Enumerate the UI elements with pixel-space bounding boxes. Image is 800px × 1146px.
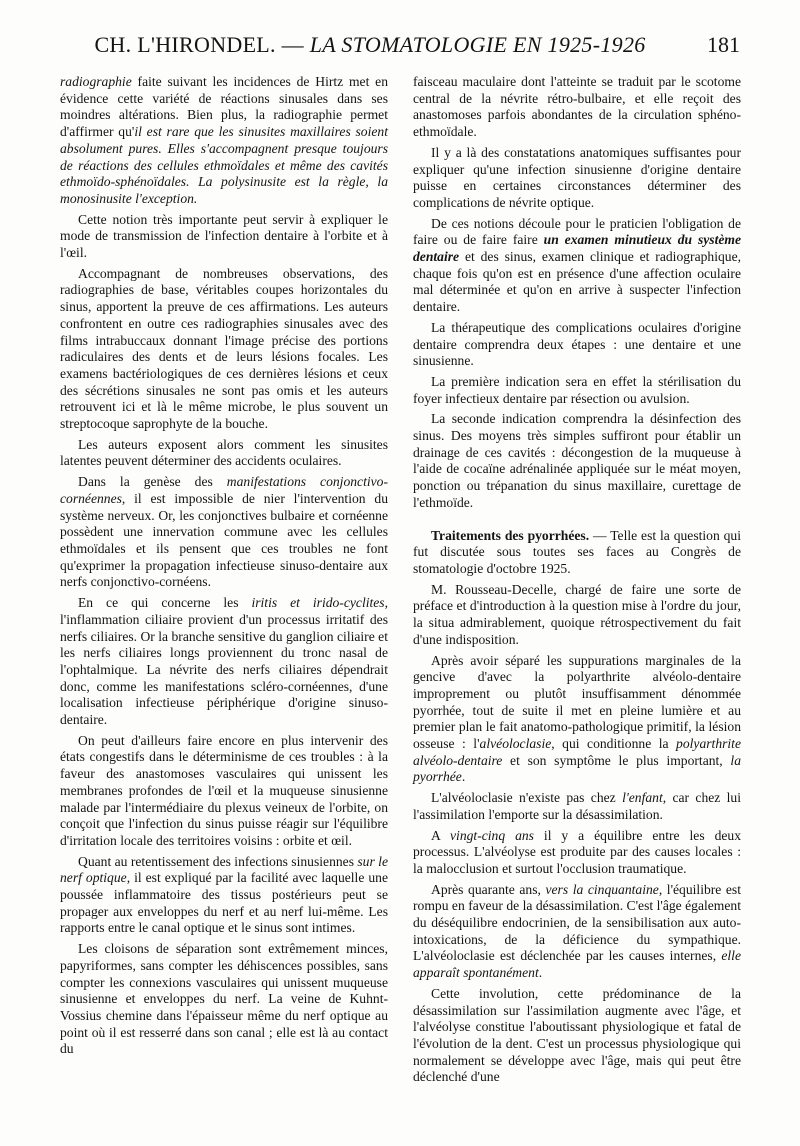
text-run: — Telle est la question qui fut discutée sous toutes ses faces au Congrès de stomatologie d'octobre 1925.: [413, 527, 741, 576]
italic-text: manifestations conjonctivo-cornéennes: [60, 474, 389, 506]
paragraph: Les auteurs exposent alors comment les sinusites latentes peuvent déterminer des accidents oculaires.: [60, 436, 388, 469]
text-run: , il est impossible de nier l'intervention du système nerveux. Or, les conjonctives bulbaire et cornéenne possèdent une innervation commune avec les cellules ethmoïdales et ils pensent que ces troubles ne font qu'exprimer la propagation infectieuse sinuso-dentaire aux nerfs conjonctivo-cornéens.: [60, 490, 388, 590]
text-run: , l'inflammation ciliaire provient d'un processus irritatif des nerfs ciliaires. Or la branche sensitive du ganglion ciliaire et les nerfs ciliaires longs proviennent du tronc nasal de l'ophtalmique. La névrite des nerfs ciliaires dépendrait donc, comme les manifestations scléro-cornéennes, d'une localisation infectieuse périphérique d'origine sinuso-dentaire.: [60, 595, 389, 728]
paragraph: [60, 474, 388, 591]
text-run: , il est expliqué par la facilité avec laquelle une poussée inflammatoire des tissus postérieurs peut se propager aux enveloppes du nerf et au nerf lui-même. Les rapports entre le canal optique et le sinus sont intimes.: [60, 870, 388, 936]
text-run: Dans la genèse des: [78, 474, 227, 490]
text-run: De ces notions découle pour le praticien l'obligation de faire ou de faire faire: [413, 215, 741, 248]
paragraph: Cette notion très importante peut servir à expliquer le mode de transmission de l'infection dentaire à l'orbite et à l'œil.: [60, 211, 388, 261]
page-number: 181: [707, 32, 740, 57]
running-title-author: CH. L'HIRONDEL. —: [94, 32, 310, 57]
paragraph: Il y a là des constatations anatomiques suffisantes pour expliquer qu'une infection sinusienne d'origine dentaire puisse en certaines circonstances déterminer des complications de névrite optique.: [413, 144, 741, 210]
italic-text: la pyorrhée: [413, 752, 741, 785]
text-run: , car chez lui l'assimilation l'emporte sur la désassimilation.: [413, 790, 742, 822]
right-column: [413, 74, 741, 1090]
paragraph: [60, 74, 388, 208]
italic-text: polyarthrite alvéolo-dentaire: [413, 736, 741, 768]
emphasis-text: un examen minutieux du système dentaire: [413, 232, 742, 265]
text-run: il y a équilibre entre les deux processus. L'alvéolyse est produite par des causes locales : la malocclusion et surtout l'occlusion traumatique.: [413, 827, 741, 876]
text-run: , l'équilibre est rompu en faveur de la désassimilation. C'est l'âge également du déséquilibre endocrinien, de la sensibilisation aux auto-intoxications, de la déficience du sympathique. L'alvéoloclasie est déclenchée par les causes internes,: [413, 881, 741, 964]
paragraph: [413, 216, 741, 316]
paragraph: [413, 882, 741, 982]
italic-text: vers la cinquantaine: [545, 881, 659, 897]
italic-text: radiographie: [60, 74, 132, 89]
paragraph: [60, 595, 388, 729]
italic-text: vingt-cinq ans: [450, 827, 534, 843]
text-run: , qui conditionne la: [551, 736, 677, 752]
italic-text: iritis et irido-cyclites: [251, 595, 385, 611]
text-run: L'alvéoloclasie n'existe pas chez: [431, 790, 623, 806]
paragraph: faisceau maculaire dont l'atteinte se traduit par le scotome central de la névrite rétro-bulbaire, et elle reçoit des anastomoses parfois abondantes de la circulation sphéno-ethmoïdale.: [413, 74, 741, 140]
text-run: A: [431, 827, 451, 843]
text-run: faite suivant les incidences de Hirtz met en évidence cette variété de réactions sinusales dans ses moindres altérations. Bien plus, la radiographie permet d'affirmer qu': [60, 74, 388, 140]
paragraph: [413, 828, 741, 878]
running-header: [60, 32, 740, 68]
text-run: .: [461, 769, 466, 785]
paragraph: Cette involution, cette prédominance de la désassimilation sur l'assimilation augmente avec l'âge, et l'alvéolyse constitue l'aboutissant physiologique et fatal de l'évolution de la dent. C'est un processus physiologique qui normalement se développe avec l'âge, mais qui peut être déclenché d'une: [413, 985, 741, 1085]
text-run: En ce qui concerne les: [78, 595, 252, 611]
text-run: Après avoir séparé les suppurations marginales de la gencive d'avec la polyarthrite alvéolo-dentaire improprement ou plutôt insuffisamment dénommée pyorrhée, tout de suite il met en pleine lumière et au premier plan le fait anatomo-pathologique primitif, la lésion osseuse : l': [413, 652, 741, 752]
section-heading: Traitements des pyorrhées.: [431, 527, 590, 543]
paragraph: On peut d'ailleurs faire encore en plus intervenir des états congestifs dans le déterminisme de ces troubles : à la faveur des anastomoses vasculaires qui unissent les membranes profondes de l'œil et la muqueuse sinusienne malade par l'intermédiaire du plexus veineux de l'orbite, on conçoit que l'infection du sinus puisse réagir sur l'équilibre d'irritation locale des territoires voisins : orbite et œil.: [60, 732, 388, 848]
italic-text: elle apparaît spontanément: [413, 948, 741, 981]
running-title-italic: LA STOMATOLOGIE EN 1925-1926: [309, 32, 646, 57]
paragraph: [413, 790, 741, 823]
paragraph: [60, 854, 388, 938]
running-title: [60, 32, 680, 58]
paragraph: La thérapeutique des complications oculaires d'origine dentaire comprendra deux étapes : une dentaire et une sinusienne.: [413, 319, 741, 369]
italic-text: alvéoloclasie: [479, 736, 552, 752]
left-column: [60, 74, 388, 1062]
italic-text: sur le nerf optique: [60, 853, 388, 886]
text-run: et des sinus, examen clinique et radiographique, chaque fois qu'on est en présence d'une affection oculaire mal déterminée et qu'on en arrive à suspecter l'infection dentaire.: [413, 249, 741, 315]
paragraph: M. Rousseau-Decelle, chargé de faire une sorte de préface et d'introduction à la question mise à l'ordre du jour, la situa admirablement, quoique rétrospectivement du fait d'une indisposition.: [413, 581, 741, 647]
text-run: .: [538, 965, 543, 981]
text-run: Quant au retentissement des infections sinusiennes: [78, 853, 358, 869]
text-run: et son symptôme le plus important,: [502, 752, 731, 768]
paragraph: Les cloisons de séparation sont extrêmement minces, papyriformes, sans compter les déhiscences possibles, sans compter les connexions vasculaires qui unissent muqueuse sinusienne et enveloppes du nerf. La veine de Kuhnt-Vossius chemine dans l'épaisseur même du nerf optique au point où il est resserré dans son canal ; elle est là au contact du: [60, 941, 388, 1057]
paragraph: Accompagnant de nombreuses observations, des radiographies de base, véritables coupes horizontales du sinus, apportent la preuve de ces affirmations. Les auteurs confrontent en outre ces radiographies sinusales avec des films intrabuccaux donnant l'image précise des portions radiculaires des dents et de leurs lésions focales. Les examens bactériologiques de ces dernières lésions et ceux des sécrétions sinusales ne sont pas omis et les auteurs retrouvent ici et là le même microbe, le plus souvent un streptocoque saprophyte de la bouche.: [60, 265, 388, 432]
italic-text: l'enfant: [622, 790, 663, 806]
paragraph: La seconde indication comprendra la désinfection des sinus. Des moyens très simples suffiront pour établir un drainage de ces cavités : décongestion de la muqueuse à l'aide de cocaïne adrénalinée appliquée sur le méat moyen, ponction ou trépanation du sinus maxillaire, curettage de l'ethmoïde.: [413, 411, 741, 510]
paragraph: La première indication sera en effet la stérilisation du foyer infectieux dentaire par résection ou avulsion.: [413, 373, 741, 406]
section-paragraph: [413, 528, 741, 578]
paragraph: [413, 653, 741, 787]
text-run: Après quarante ans,: [431, 881, 546, 897]
italic-text: il est rare que les sinusites maxillaires soient absolument pures. Elles s'accompagnent presque toujours de réactions des cellules ethmoïdales et même des cavités ethmoïdo-sphénoïdales. La polysinusite est la règle, la monosinusite l'exception.: [60, 124, 388, 206]
